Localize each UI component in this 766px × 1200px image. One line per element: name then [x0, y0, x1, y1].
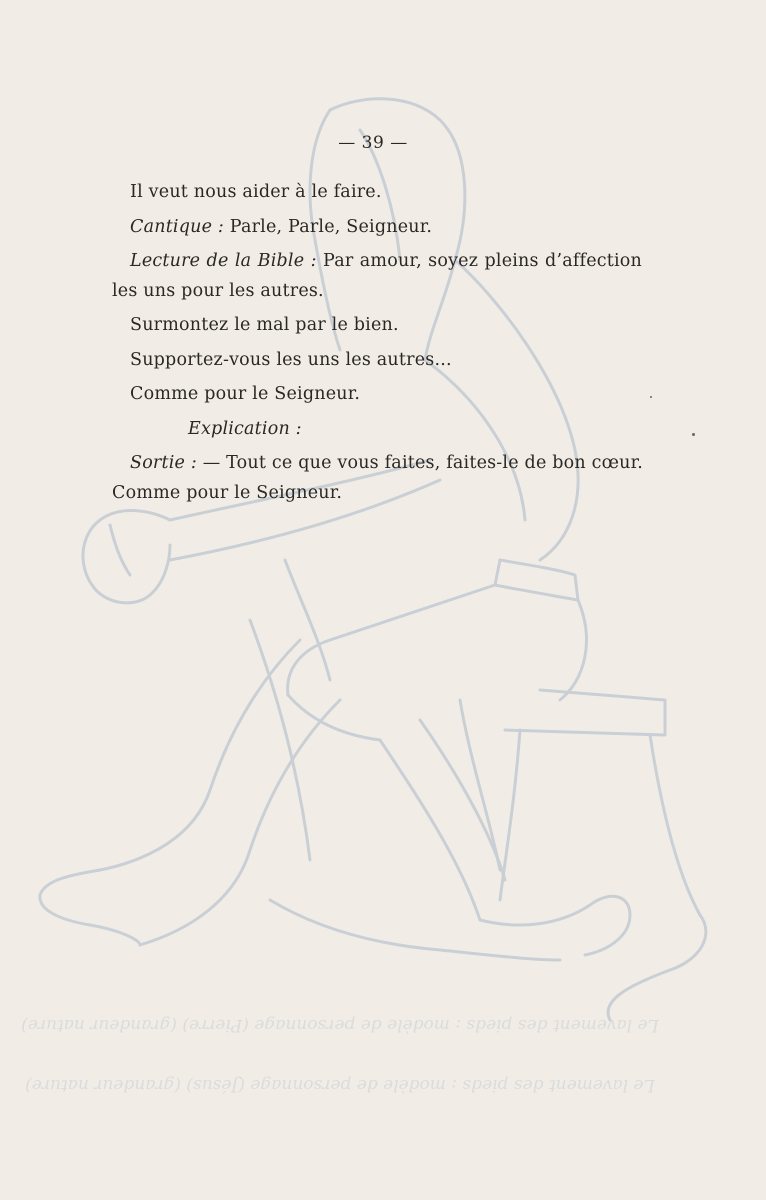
paragraph-text: — Tout ce que vous faites, faites-le de bon cœur.	[196, 453, 644, 473]
page-body	[112, 178, 642, 513]
paragraph-first-line	[112, 449, 642, 479]
paragraph-cantique	[112, 213, 642, 243]
section-label: Sortie :	[130, 453, 197, 473]
paragraph-first-line	[112, 247, 642, 277]
paragraph-text: Par amour, soyez pleins d’affection	[316, 251, 642, 271]
page-number: — 39 —	[338, 133, 408, 153]
paragraph-text: Parle, Parle, Seigneur.	[224, 216, 433, 237]
paragraph-continuation: les uns pour les autres.	[112, 280, 324, 301]
paragraph-text: Il veut nous aider à le faire.	[130, 182, 382, 202]
bleed-caption-2: Le lavement des pieds : modèle de personnage (Jésus) (grandeur nature)	[25, 1075, 655, 1095]
paragraph-explication	[112, 415, 642, 445]
paragraph-verse-2	[112, 346, 642, 376]
paragraph-verse-3	[112, 380, 642, 410]
paragraph-sortie	[112, 449, 642, 508]
bleed-caption-1: Le lavement des pieds : modèle de personnage (Pierre) (grandeur nature)	[21, 1015, 659, 1035]
paragraph-text: Comme pour le Seigneur.	[130, 384, 361, 404]
paragraph-text: Surmontez le mal par le bien.	[130, 315, 399, 335]
section-label: Lecture de la Bible :	[130, 251, 317, 271]
section-label: Explication :	[188, 418, 302, 439]
paragraph-text: Supportez-vous les uns les autres...	[130, 349, 452, 370]
paragraph-intro	[112, 178, 642, 208]
section-label: Cantique :	[130, 216, 225, 237]
paragraph-continuation: Comme pour le Seigneur.	[112, 482, 343, 503]
ink-speck	[650, 396, 652, 398]
paragraph-verse-1	[112, 311, 642, 341]
paragraph-lecture	[112, 247, 642, 306]
ink-speck	[692, 433, 695, 436]
